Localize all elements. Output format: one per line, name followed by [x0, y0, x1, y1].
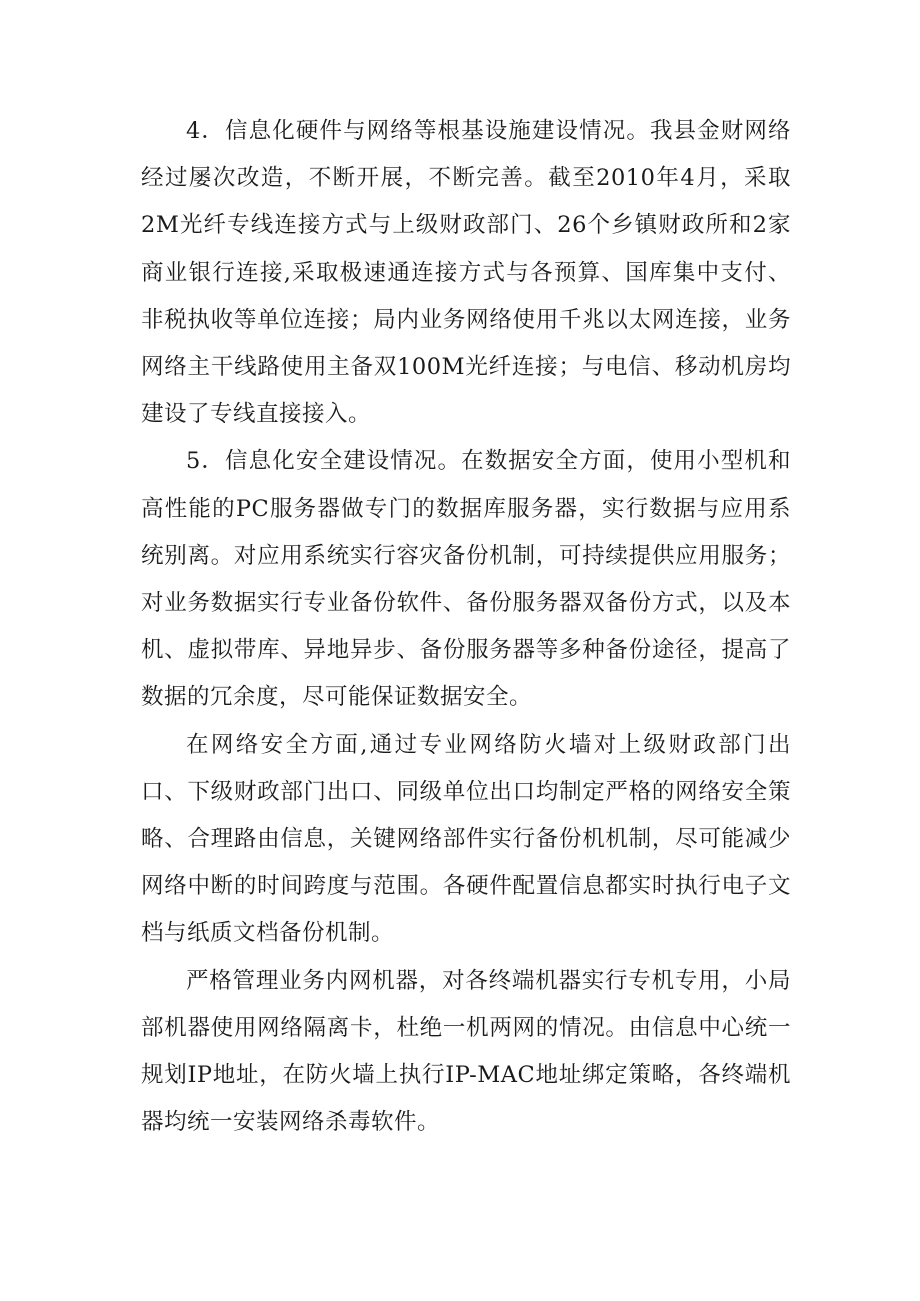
paragraph-intranet-management: 严格管理业务内网机器，对各终端机器实行专机专用，小局部机器使用网络隔离卡，杜绝一机两网的情况。由信息中心统一规划IP地址，在防火墙上执行IP-MAC地址绑定策略，各终端机器均统一安装网络杀毒软件。 [141, 967, 791, 1136]
paragraph-hardware-network: 4．信息化硬件与网络等根基设施建设情况。我县金财网络经过屡次改造，不断开展，不断完善。截至2010年4月，采取2M光纤专线连接方式与上级财政部门、26个乡镇财政所和2家商业银行连接,采取极速通连接方式与各预算、国库集中支付、非税执收等单位连接；局内业务网络使用千兆以太网连接，业务网络主干线路使用主备双100M光纤连接；与电信、移动机房均建设了专线直接接入。 [141, 118, 791, 428]
document-body [141, 108, 791, 1146]
paragraph-security-construction: 5．信息化安全建设情况。在数据安全方面，使用小型机和高性能的PC服务器做专门的数据库服务器，实行数据与应用系统别离。对应用系统实行容灾备份机制，可持续提供应用服务；对业务数据实行专业备份软件、备份服务器双备份方式，以及本机、虚拟带库、异地异步、备份服务器等多种备份途径，提高了数据的冗余度，尽可能保证数据安全。 [141, 448, 791, 711]
paragraph-network-security: 在网络安全方面,通过专业网络防火墙对上级财政部门出口、下级财政部门出口、同级单位出口均制定严格的网络安全策略、合理路由信息，关键网络部件实行备份机机制，尽可能减少网络中断的时间跨度与范围。各硬件配置信息都实时执行电子文档与纸质文档备份机制。 [141, 731, 791, 947]
